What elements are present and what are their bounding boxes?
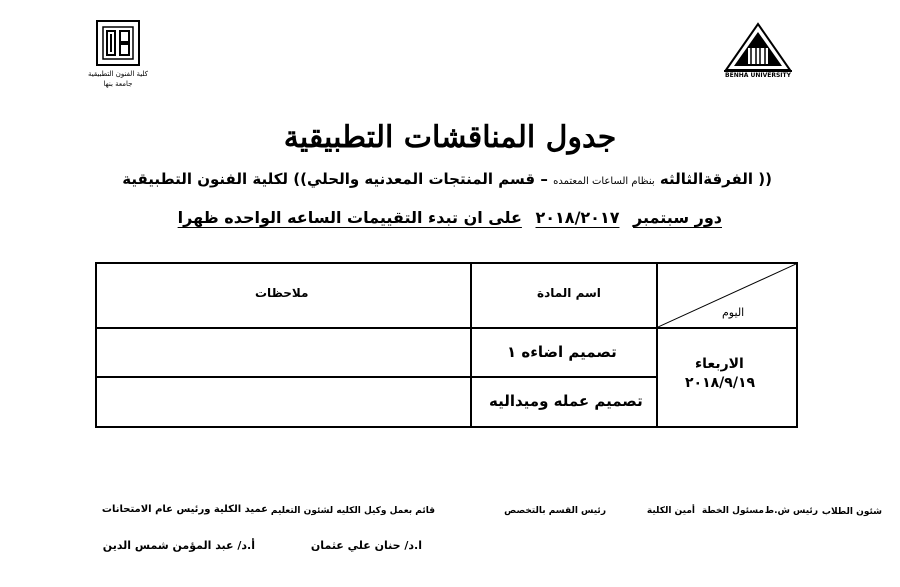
schedule-table xyxy=(95,262,798,428)
subtitle-system: بنظام الساعات المعتمده xyxy=(553,176,655,187)
table-row-divider xyxy=(97,376,656,378)
signatory-dean: عميد الكلية ورئيس عام الامتحانات xyxy=(101,504,268,515)
signatory-student-affairs: شئون الطلاب xyxy=(821,507,882,517)
university-logo-text: جامعة بنها xyxy=(103,80,133,88)
university-logo xyxy=(722,20,794,80)
header-subject: اسم المادة xyxy=(537,286,601,300)
session-line xyxy=(178,206,722,230)
college-logo-text: كلية الفنون التطبيقية xyxy=(87,70,149,78)
session-name: دور سبتمبر xyxy=(633,208,722,227)
session-time: على ان تبدء التقييمات الساعه الواحده ظهرا xyxy=(177,208,522,227)
subtitle xyxy=(122,168,772,193)
header-notes: ملاحظات xyxy=(255,286,309,300)
university-logo-caption: BENHA UNIVERSITY xyxy=(725,72,791,79)
subtitle-year-level: (( الفرقةالثالثه xyxy=(659,170,772,188)
subtitle-department: – قسم المنتجات المعدنيه والحلي)) لكلية الفنون التطبيقية xyxy=(122,170,548,188)
college-logo xyxy=(78,18,158,96)
subject-row-2: تصميم عمله وميداليه xyxy=(489,392,643,410)
session-year: ٢٠١٨/٢٠١٧ xyxy=(535,208,620,227)
header-day: اليوم xyxy=(722,306,745,319)
day-name: الاربعاء xyxy=(695,356,744,372)
signatory-college-secretary: أمين الكلية xyxy=(646,506,695,516)
college-logo-icon xyxy=(96,20,140,66)
university-emblem-icon xyxy=(722,20,794,80)
dean-name: أ.د/ عبد المؤمن شمس الدين xyxy=(102,539,255,552)
signatory-plan-officer: مسئول الخطة xyxy=(701,506,764,516)
vice-dean-name: ا.د/ حنان علي عثمان xyxy=(310,539,422,552)
day-date: ٢٠١٨/٩/١٩ xyxy=(685,375,756,391)
signatory-head-student-affairs: رئيس ش.ط xyxy=(764,506,818,516)
table-header-divider xyxy=(97,327,796,329)
subject-row-1: تصميم اضاءه ١ xyxy=(507,343,617,361)
page-title: جدول المناقشات التطبيقية xyxy=(283,120,617,155)
table-divider-subject xyxy=(470,264,472,426)
signatory-department-head: رئيس القسم بالتخصص xyxy=(504,506,606,516)
signatory-vice-dean: قائم بعمل وكيل الكليه لشئون التعليم xyxy=(270,506,435,516)
